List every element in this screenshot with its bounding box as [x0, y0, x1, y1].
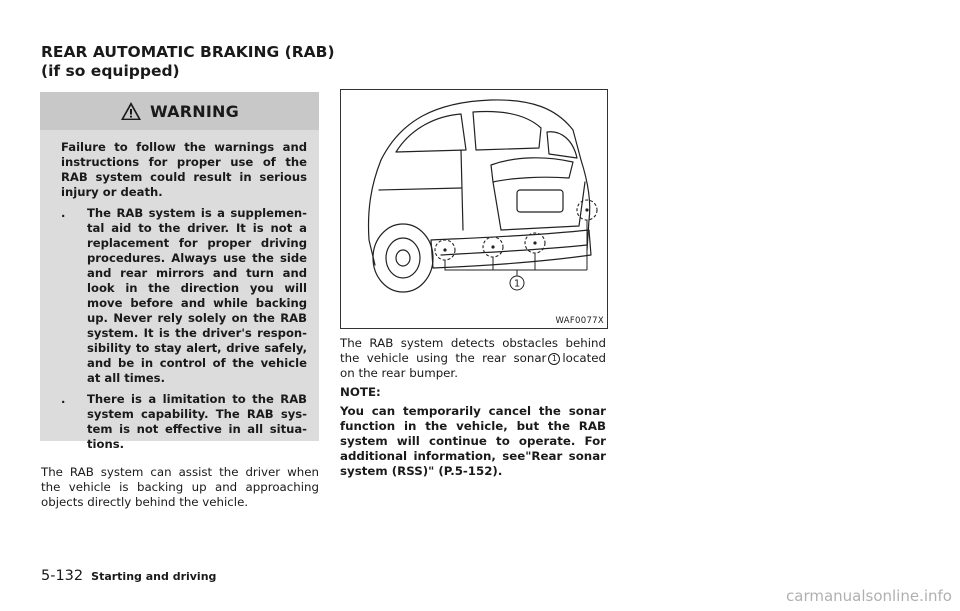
warning-bullet [61, 392, 307, 452]
chapter-title: Starting and driving [91, 570, 217, 583]
page-number: 5-132 [41, 568, 84, 584]
sonar-text-before: The RAB system detects obstacles behind the vehicle using the rear sonar [340, 336, 606, 365]
intro-paragraph: The RAB system can assist the driver when the vehicle is backing up and approaching objects directly behind the vehicle. [41, 464, 319, 509]
bullet-mark: . [61, 206, 66, 220]
warning-box [40, 92, 319, 451]
warning-body [40, 130, 319, 452]
circled-number: 1 [548, 353, 560, 365]
warning-heading: WARNING [150, 101, 239, 121]
section-title-line1: REAR AUTOMATIC BRAKING (RAB) [41, 43, 335, 61]
watermark: carmanualsonline.info [786, 587, 952, 605]
bullet-text: The RAB system is a supplemen-tal aid to the driver. It is not a replacement for proper driving procedures. Always use the side and rear mirrors and turn and look in the direction you will move before and while backing up. Never rely solely on the RAB system. It is the driver's respon-sibility to stay alert, drive safely, and be in control of the vehicle at all times. [87, 206, 307, 385]
section-title-line2: (if so equipped) [41, 62, 180, 80]
figure-rear-sonar [340, 89, 608, 329]
bullet-text: There is a limitation to the RAB system capability. The RAB sys-tem is not effective in all situa-tions. [87, 392, 307, 451]
warning-intro: Failure to follow the warnings and instructions for proper use of the RAB system could result in serious injury or death. [61, 140, 307, 199]
warning-header [40, 92, 319, 130]
sonar-text-after: located on the rear bumper. [340, 351, 606, 380]
right-column [340, 336, 606, 483]
callout-number: 1 [513, 278, 521, 290]
warning-bullet [61, 206, 307, 386]
section-title [41, 43, 361, 81]
sonar-paragraph [340, 336, 606, 381]
note-text: You can temporarily cancel the sonar function in the vehicle, but the RAB system will continue to operate. For additional information, see"Rear sonar system (RSS)" (P.5-152). [340, 404, 606, 478]
page-footer [41, 568, 216, 584]
bullet-mark: . [61, 392, 66, 406]
note-label: NOTE: [340, 385, 381, 399]
vehicle-rear-illustration [341, 90, 607, 328]
warning-triangle-icon [120, 101, 142, 121]
figure-code: WAF0077X [555, 316, 604, 326]
